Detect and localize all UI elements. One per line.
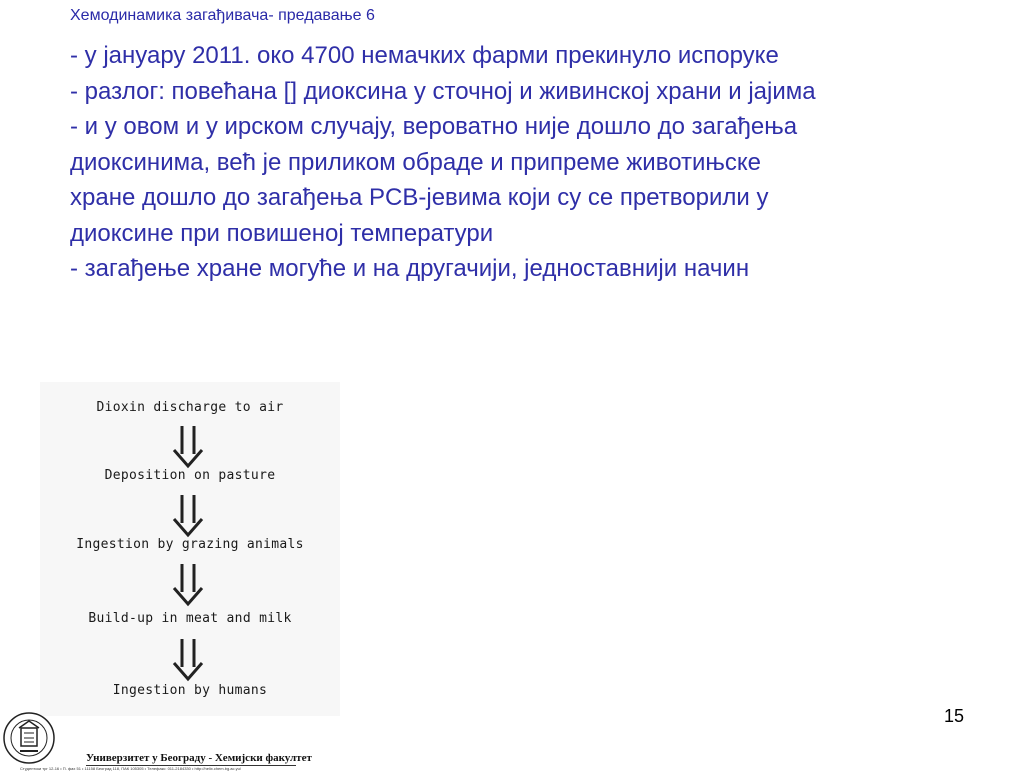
double-down-arrow-icon [168,562,208,608]
body-line: - и у овом и у ирском случају, вероватно није дошло до загађења [70,113,798,140]
footer [0,708,320,771]
body-line: - разлог: повећана [] диоксина у сточној и живинској храни и јајима [70,77,816,105]
body-line: диоксине при повишеној температури [70,219,494,247]
flow-step: Build-up in meat and milk [88,611,292,626]
body-line: - загађење хране могуће и на другачији, једноставнији начин [70,255,750,282]
body-line: диоксинима, већ је приликом обраде и припреме животињске [70,148,762,176]
university-name: Универзитет у Београду - Хемијски факултет [86,752,312,764]
body-line: хране дошло до загађења PCB-јевима који су се претворили у [70,184,769,211]
page-number: 15 [943,706,964,726]
flow-step: Ingestion by humans [112,683,268,698]
university-address: Студентски трг 12-16 • П. фах 51 • 11158 Београд 118, ПАК 105305 • Телефакс: 011-2184330 • http://helix.chem.bg.ac.yu/ [20,766,241,771]
university-seal-icon [2,711,56,765]
flow-step: Ingestion by grazing animals [76,537,304,552]
slide-body [70,38,1000,287]
body-line: - у јануару 2011. око 4700 немачких фарми прекинуло испоруке [70,42,779,69]
dioxin-flow-diagram [40,382,340,716]
slide-header: Хемодинамика загађивача- предавање 6 [70,7,375,24]
flow-step: Dioxin discharge to air [96,400,284,415]
double-down-arrow-icon [168,637,208,683]
double-down-arrow-icon [168,493,208,539]
flow-step: Deposition on pasture [104,468,276,483]
double-down-arrow-icon [168,424,208,470]
